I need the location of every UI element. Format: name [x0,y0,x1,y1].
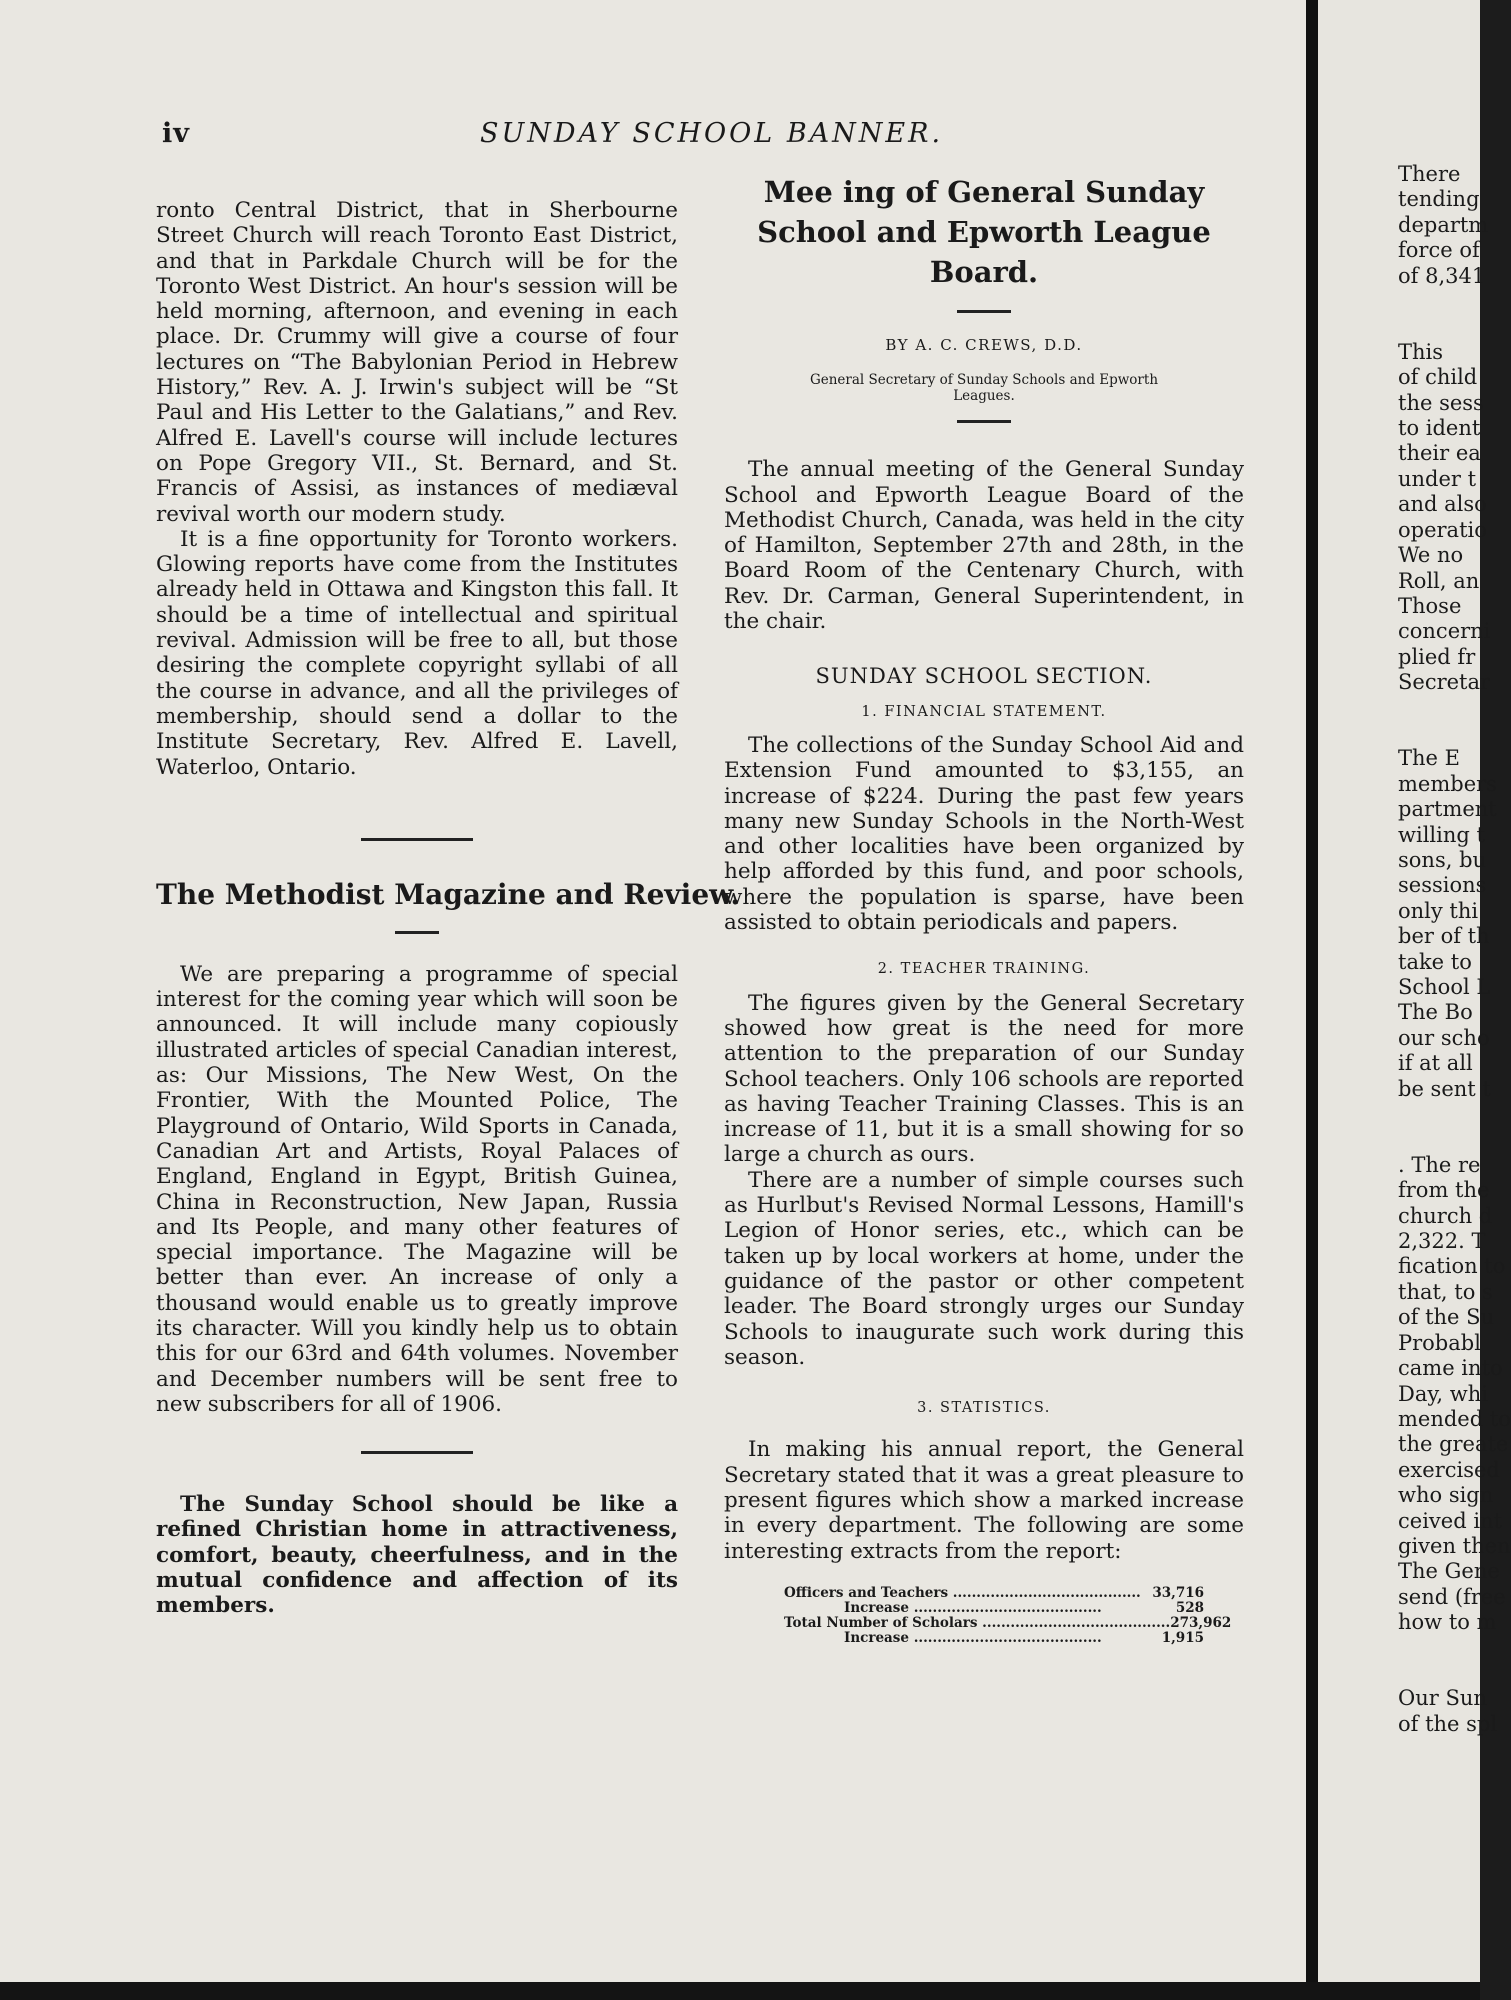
subsection-heading: 3. STATISTICS. [917,1400,1051,1417]
text-fragment: our scho [1398,1025,1490,1050]
text-fragment: exercised [1398,1457,1500,1482]
teacher-training-paragraph: There are a number of simple courses such as Hurlbut's Revised Normal Lessons, Hamill's Legion of Honor series, etc., which can be taken up by local workers at home, under the guidance of the pastor or other competent leader. The Board strongly urges our Sunday Schools to inaugurate such work during this season. [724,1167,1244,1370]
subsection-heading: 2. TEACHER TRAINING. [877,961,1091,978]
text-fragment: Secretar [1398,670,1491,695]
left-column [156,198,741,1619]
text-fragment: willing t [1398,822,1485,847]
text-fragment: Our Sun [1398,1686,1487,1711]
text-fragment: 2,322. T [1398,1229,1486,1254]
financial-paragraph: The collections of the Sunday School Aid and Extension Fund amounted to $3,155, an increase of $224. During the past few years many new Sunday Schools in the North-West and other localities have been organized by help afforded by this fund, and poor schools, where the population is sparse, have been assisted to obtain periodicals and papers. [724,732,1244,936]
text-fragment: Probabl [1398,1330,1481,1355]
text-fragment: Roll, an [1398,568,1480,593]
divider [395,931,439,934]
text-fragment: ber of th [1398,924,1490,949]
text-fragment [1398,721,1480,746]
text-fragment: plied fr [1398,644,1476,669]
divider [957,310,1011,313]
text-fragment: the greate [1398,1432,1509,1457]
byline: BY A. C. CREWS, D.D. [885,336,1083,354]
text-fragment: under t [1398,466,1477,491]
text-fragment: There [1398,162,1461,186]
right-page-fragment-column [1398,162,1511,1737]
text-fragment: the sess [1398,390,1484,415]
text-fragment [1398,289,1480,314]
table-row [784,1586,1204,1601]
text-fragment [1398,1127,1480,1152]
text-fragment: School L [1398,975,1491,999]
stat-value: 1,915 [1161,1629,1204,1646]
text-fragment: sessions [1398,873,1487,898]
divider [957,420,1011,423]
text-fragment: their ea [1398,441,1481,466]
text-fragment: Those [1398,593,1462,618]
text-fragment: take to [1398,949,1472,974]
text-fragment: of the spl [1398,1711,1498,1736]
text-fragment: who sign [1398,1483,1494,1508]
statistics-table [784,1584,1232,1646]
text-fragment [1398,314,1480,339]
scan-border [0,1982,1480,2000]
text-fragment: concerni [1398,619,1491,644]
subsection-heading: 1. FINANCIAL STATEMENT. [861,703,1107,720]
text-fragment: force of [1398,238,1480,263]
book-gutter [1306,0,1318,2000]
text-fragment: The Bo [1398,1000,1473,1025]
stat-label: Officers and Teachers ........................................ [784,1584,1141,1601]
text-fragment: how to m [1398,1610,1497,1635]
stat-label: Increase ........................................ [844,1599,1102,1616]
text-fragment [1398,696,1480,721]
page-number: iv [162,118,190,149]
text-fragment: of the Su [1398,1305,1495,1330]
stat-value: 33,716 [1152,1584,1204,1601]
text-fragment: ceived int [1398,1508,1502,1533]
magazine-paragraph: We are preparing a programme of special interest for the coming year which will soon be announced. It will include many copiously illustrated articles of special Canadian interest, as: Our Missions, The New West, On the Frontier, With the Mounted Police, The Playground of Ontario, Wild Sports in Canada, Canadian Art and Artists, Royal Palaces of England, England in Egypt, British Guinea, China in Reconstruction, New Japan, Russia and Its People, and many other features of special importance. The Magazine will be better than ever. An increase of only a thousand would enable us to greatly improve its character. Will you kindly help us to obtain this for our 63rd and 64th volumes. November and December numbers will be sent free to new subscribers for all of 1906. [156,961,678,1417]
text-fragment: . The re [1398,1152,1481,1177]
statistics-paragraph: In making his annual report, the General Secretary stated that it was a great pleasure to present figures which show a marked increase in every department. The following are some interesting extracts from the report: [724,1437,1244,1564]
divider [361,838,473,841]
text-fragment: only thi [1398,898,1479,923]
section-heading: SUNDAY SCHOOL SECTION. [815,664,1153,689]
institute-opportunity-paragraph: It is a fine opportunity for Toronto workers. Glowing reports have come from the Institutes already held in Ottawa and Kingston this fall. It should be a time of intellectual and spiritual revival. Admission will be free to all, but those desiring the complete copyright syllabi of all the course in advance, and all the privileges of membership, should send a dollar to the Institute Secretary, Rev. Alfred E. Lavell, Waterloo, Ontario. [156,526,678,780]
text-fragment: of child [1398,365,1478,390]
text-fragment [1398,1102,1480,1127]
closing-paragraph: The Sunday School should be like a refined Christian home in attractiveness, comfort, beauty, cheerfulness, and in the mutual confidence and affection of its members. [156,1492,678,1619]
stat-value: 528 [1175,1599,1204,1616]
text-fragment: members [1398,771,1497,796]
divider [361,1451,473,1454]
stat-label: Total Number of Scholars ........................................ [784,1614,1171,1631]
text-fragment: partment [1398,797,1497,822]
table-row [784,1601,1204,1616]
teacher-training-paragraph: The figures given by the General Secretary showed how great is the need for more attention to the preparation of our Sunday School teachers. Only 106 schools are reported as having Teacher Training Classes. This is an increase of 11, but it is a small showing for so large a church as ours. [724,990,1244,1168]
text-fragment: tending [1398,187,1480,212]
text-fragment: from the [1398,1178,1490,1203]
text-fragment: to ident [1398,416,1481,441]
stat-value: 273,962 [1170,1614,1232,1631]
text-fragment: Day, whi [1398,1381,1488,1406]
text-fragment: be sent t [1398,1076,1491,1101]
text-fragment: that, to s [1398,1279,1493,1304]
text-fragment: if at all [1398,1051,1473,1076]
text-fragment: of 8,341 [1398,263,1486,288]
author-affiliation: General Secretary of Sunday Schools and Epworth Leagues. [809,372,1159,405]
meeting-intro-paragraph: The annual meeting of the General Sunday School and Epworth League Board of the Methodist Church, Canada, was held in the city of Hamilton, September 27th and 28th, in the Board Room of the Centenary Church, with Rev. Dr. Carman, General Superintendent, in the chair. [724,457,1244,635]
text-fragment: sons, bu [1398,847,1487,872]
text-fragment: came into [1398,1356,1503,1381]
text-fragment: We no [1398,543,1464,568]
magazine-heading: The Methodist Magazine and Review. [156,877,741,911]
text-fragment: The Gene [1398,1559,1500,1584]
text-fragment: operatio [1398,517,1487,542]
stat-label: Increase ........................................ [844,1629,1102,1646]
running-title: SUNDAY SCHOOL BANNER. [480,118,944,149]
table-row [784,1614,1232,1631]
institute-paragraph: ronto Central District, that in Sherbourne Street Church will reach Toronto East District, and that in Parkdale Church will be for the Toronto West District. An hour's session will be held morning, afternoon, and evening in each place. Dr. Crummy will give a course of four lectures on “The Babylonian Period in Hebrew History,” Rev. A. J. Irwin's subject will be “St Paul and His Letter to the Galatians,” and Rev. Alfred E. Lavell's course will include lectures on Pope Gregory VII., St. Bernard, and St. Francis of Assisi, as instances of mediæval revival worth our modern study. [156,198,678,527]
table-row [784,1631,1204,1646]
text-fragment: given then [1398,1533,1511,1558]
text-fragment: The E [1398,746,1460,771]
text-fragment [1398,1661,1480,1686]
article-heading: Mee ing of General Sunday School and Epworth League Board. [757,175,1211,289]
text-fragment: mended to [1398,1406,1511,1431]
text-fragment: departm [1398,212,1489,237]
text-fragment: send (free [1398,1584,1506,1609]
text-fragment: church d [1398,1203,1493,1228]
text-fragment: and also [1398,492,1487,517]
text-fragment: This [1398,339,1444,364]
text-fragment: fication to [1398,1254,1506,1279]
middle-column [724,172,1244,1646]
text-fragment [1398,1636,1480,1661]
